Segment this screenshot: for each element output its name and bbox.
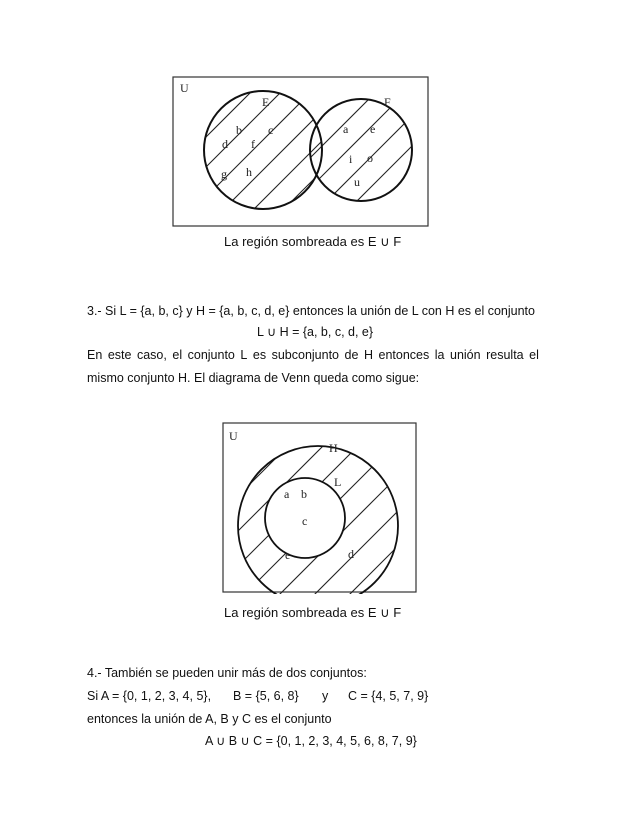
set-f-label: F	[384, 95, 391, 109]
element: f	[251, 137, 255, 151]
element: o	[367, 151, 373, 165]
element: d	[348, 547, 354, 561]
element: b	[301, 487, 307, 501]
word: conjunto	[187, 348, 235, 362]
universe-label: U	[180, 81, 189, 95]
element: d	[222, 137, 228, 151]
word: subconjunto	[271, 348, 340, 362]
word: resulta	[486, 348, 524, 362]
set-f-circle	[310, 99, 412, 201]
word: es	[252, 348, 267, 362]
element: c	[268, 123, 274, 137]
section3-paragraph-line1	[87, 346, 539, 365]
element: a	[343, 122, 349, 136]
word: el	[172, 348, 183, 362]
element: e	[285, 548, 291, 562]
element: g	[221, 167, 227, 181]
universe-label: U	[229, 429, 238, 443]
set-h-label: H	[329, 441, 338, 455]
set-h-circle	[238, 446, 398, 594]
section4-union-result: A ∪ B ∪ C = {0, 1, 2, 3, 4, 5, 6, 8, 7, 9}	[205, 734, 417, 748]
word: de	[344, 348, 359, 362]
word: unión	[450, 348, 481, 362]
section3-paragraph-line2: mismo conjunto H. El diagrama de Venn queda como sigue:	[87, 371, 420, 385]
section4-line1: 4.- También se pueden unir más de dos conjuntos:	[87, 666, 367, 680]
word: L	[240, 348, 248, 362]
set-a-definition: Si A = {0, 1, 2, 3, 4, 5},	[87, 689, 212, 703]
element: b	[236, 123, 242, 137]
element: a	[284, 487, 290, 501]
word: caso,	[136, 348, 167, 362]
word: el	[529, 348, 539, 362]
set-l-label: L	[334, 475, 342, 489]
caption-2: La región sombreada es E ∪ F	[224, 605, 402, 620]
word: la	[434, 348, 445, 362]
element: h	[246, 165, 252, 179]
set-e-label: E	[262, 95, 270, 109]
section3-line1: 3.- Si L = {a, b, c} y H = {a, b, c, d, e} entonces la unión de L con H es el conjunto	[87, 304, 535, 318]
set-b-definition: B = {5, 6, 8}	[233, 689, 299, 703]
element: u	[354, 175, 360, 189]
section3-line2: L ∪ H = {a, b, c, d, e}	[257, 325, 374, 339]
element: c	[302, 514, 308, 528]
caption-1: La región sombreada es E ∪ F	[224, 234, 402, 249]
word: este	[107, 348, 132, 362]
venn-diagram-e-f	[172, 76, 430, 228]
word: entonces	[378, 348, 430, 362]
word: En	[87, 348, 103, 362]
element: e	[370, 122, 376, 136]
word: H	[363, 348, 373, 362]
set-c-definition: C = {4, 5, 7, 9}	[348, 689, 429, 703]
conjunction: y	[322, 689, 329, 703]
element: i	[349, 152, 353, 166]
section4-line3: entonces la unión de A, B y C es el conjunto	[87, 712, 332, 726]
venn-diagram-l-h	[222, 422, 418, 594]
